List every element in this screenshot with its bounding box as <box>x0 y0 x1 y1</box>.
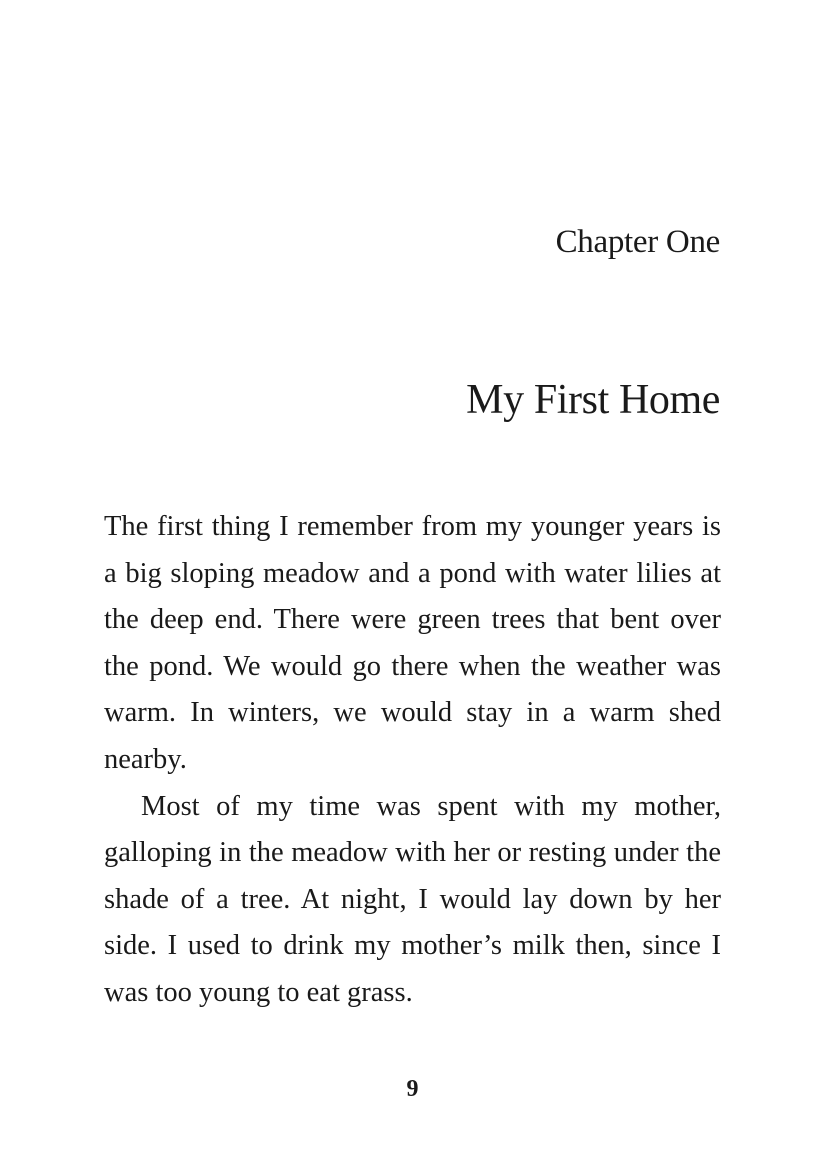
page-number: 9 <box>406 1076 419 1102</box>
body-text <box>104 504 721 1017</box>
chapter-title: My First Home <box>466 377 720 423</box>
paragraph: The first thing I remember from my younger years is a big sloping meadow and a pond with water lilies at the deep end. There were green trees that bent over the pond. We would go there when the weather was warm. In winters, we would stay in a warm shed nearby. <box>104 511 721 775</box>
paragraph: Most of my time was spent with my mother, galloping in the meadow with her or resting under the shade of a tree. At night, I would lay down by her side. I used to drink my mother’s milk then, since I was too young to eat grass. <box>104 790 721 1008</box>
chapter-label: Chapter One <box>555 224 720 260</box>
